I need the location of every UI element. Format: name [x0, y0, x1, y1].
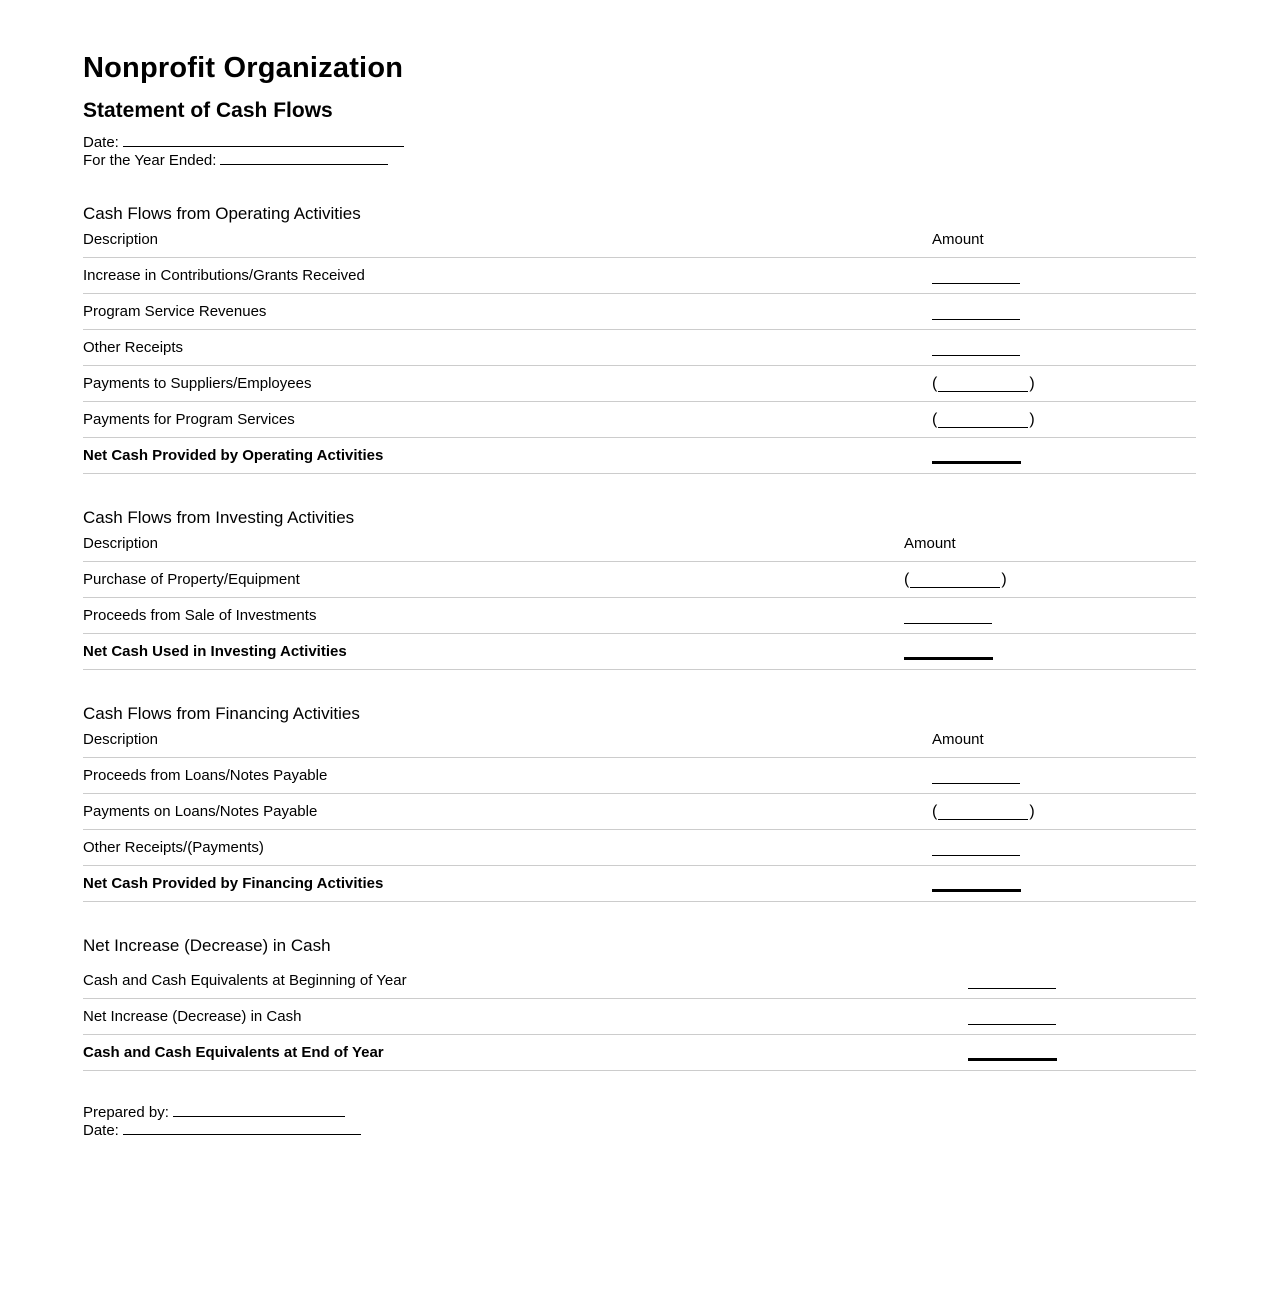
- open-paren: (: [932, 374, 938, 392]
- org-name-title: Nonprofit Organization: [83, 52, 404, 84]
- amount-blank-blank: [932, 330, 1020, 365]
- amount-fill-line: [968, 972, 1056, 989]
- footer-date-blank-line: [123, 1122, 361, 1135]
- row-label: Net Cash Provided by Financing Activities: [83, 874, 384, 892]
- close-paren: ): [1029, 374, 1035, 392]
- amount-fill-line: [968, 1044, 1057, 1061]
- close-paren: ): [1029, 802, 1035, 820]
- table-row: [83, 330, 1196, 366]
- row-label: Other Receipts: [83, 338, 184, 356]
- amount-blank-blank: [968, 999, 1056, 1034]
- column-header-amount: Amount: [932, 731, 984, 748]
- document-title: Statement of Cash Flows: [83, 99, 333, 122]
- amount-fill-line: [938, 411, 1028, 428]
- row-label: Program Service Revenues: [83, 302, 267, 320]
- amount-blank-blank: [968, 963, 1056, 998]
- row-label: Increase in Contributions/Grants Received: [83, 266, 365, 284]
- table-row: [83, 366, 1196, 402]
- section: [83, 508, 1196, 670]
- amount-blank-blank: [932, 258, 1020, 293]
- prepared-by-label: Prepared by:: [83, 1104, 169, 1121]
- row-label: Cash and Cash Equivalents at End of Year: [83, 1043, 384, 1061]
- column-header-row: [83, 731, 1196, 758]
- section-title: Cash Flows from Financing Activities: [83, 704, 360, 723]
- section: [83, 204, 1196, 474]
- amount-blank-total: [932, 866, 1021, 901]
- column-header-row: [83, 231, 1196, 258]
- table-row: [83, 634, 1196, 670]
- year-ended-field: [83, 152, 1196, 170]
- year-ended-blank-line: [220, 152, 388, 165]
- amount-fill-line: [968, 1008, 1056, 1025]
- amount-fill-line: [904, 643, 993, 660]
- column-header-description: Description: [83, 535, 159, 552]
- section: [83, 704, 1196, 902]
- date-field: [83, 134, 1196, 152]
- amount-blank-paren: [932, 366, 1035, 401]
- row-label: Proceeds from Sale of Investments: [83, 606, 317, 624]
- date-blank-line: [123, 134, 404, 147]
- year-ended-label: For the Year Ended:: [83, 152, 217, 169]
- prepared-by-field: [83, 1104, 1196, 1122]
- table-row: [83, 999, 1196, 1035]
- section-title: Cash Flows from Investing Activities: [83, 508, 355, 527]
- footer-date-label: Date:: [83, 1122, 119, 1139]
- open-paren: (: [904, 570, 910, 588]
- amount-fill-line: [932, 839, 1020, 856]
- row-label: Other Receipts/(Payments): [83, 838, 264, 856]
- table-row: [83, 758, 1196, 794]
- amount-blank-blank: [932, 758, 1020, 793]
- amount-blank-total: [968, 1035, 1057, 1070]
- amount-fill-line: [904, 607, 992, 624]
- amount-fill-line: [932, 339, 1020, 356]
- row-label: Net Increase (Decrease) in Cash: [83, 1007, 302, 1025]
- amount-fill-line: [932, 303, 1020, 320]
- header-meta: [83, 134, 1196, 170]
- row-label: Cash and Cash Equivalents at Beginning of Year: [83, 971, 407, 989]
- close-paren: ): [1001, 570, 1007, 588]
- prepared-by-blank-line: [173, 1104, 345, 1117]
- amount-blank-paren: [904, 562, 1007, 597]
- table-row: [83, 866, 1196, 902]
- amount-fill-line: [932, 767, 1020, 784]
- section-title: Cash Flows from Operating Activities: [83, 204, 361, 223]
- column-header-description: Description: [83, 231, 159, 248]
- table-row: [83, 963, 1196, 999]
- footer-date-field: [83, 1122, 1196, 1140]
- table-row: [83, 294, 1196, 330]
- row-label: Payments on Loans/Notes Payable: [83, 802, 318, 820]
- open-paren: (: [932, 410, 938, 428]
- amount-fill-line: [932, 875, 1021, 892]
- table-row: [83, 438, 1196, 474]
- column-header-row: [83, 535, 1196, 562]
- table-row: [83, 598, 1196, 634]
- date-label: Date:: [83, 134, 119, 151]
- cash-flow-sections: [83, 204, 1196, 1071]
- table-row: [83, 402, 1196, 438]
- amount-fill-line: [938, 803, 1028, 820]
- table-row: [83, 258, 1196, 294]
- row-label: Payments for Program Services: [83, 410, 295, 428]
- table-row: [83, 1035, 1196, 1071]
- column-header-amount: Amount: [932, 231, 984, 248]
- column-header-amount: Amount: [904, 535, 956, 552]
- amount-blank-blank: [932, 830, 1020, 865]
- column-header-description: Description: [83, 731, 159, 748]
- table-row: [83, 562, 1196, 598]
- close-paren: ): [1029, 410, 1035, 428]
- amount-blank-total: [904, 634, 993, 669]
- amount-blank-blank: [904, 598, 992, 633]
- table-row: [83, 794, 1196, 830]
- row-label: Net Cash Used in Investing Activities: [83, 642, 347, 660]
- table-row: [83, 830, 1196, 866]
- amount-fill-line: [938, 375, 1028, 392]
- amount-blank-paren: [932, 794, 1035, 829]
- document-footer: [83, 1104, 1196, 1140]
- amount-blank-paren: [932, 402, 1035, 437]
- amount-blank-total: [932, 438, 1021, 473]
- row-label: Net Cash Provided by Operating Activities: [83, 446, 384, 464]
- section-title: Net Increase (Decrease) in Cash: [83, 936, 331, 955]
- amount-fill-line: [910, 571, 1000, 588]
- section: [83, 936, 1196, 1071]
- amount-fill-line: [932, 267, 1020, 284]
- open-paren: (: [932, 802, 938, 820]
- amount-blank-blank: [932, 294, 1020, 329]
- row-label: Payments to Suppliers/Employees: [83, 374, 312, 392]
- amount-fill-line: [932, 447, 1021, 464]
- row-label: Purchase of Property/Equipment: [83, 570, 300, 588]
- row-label: Proceeds from Loans/Notes Payable: [83, 766, 328, 784]
